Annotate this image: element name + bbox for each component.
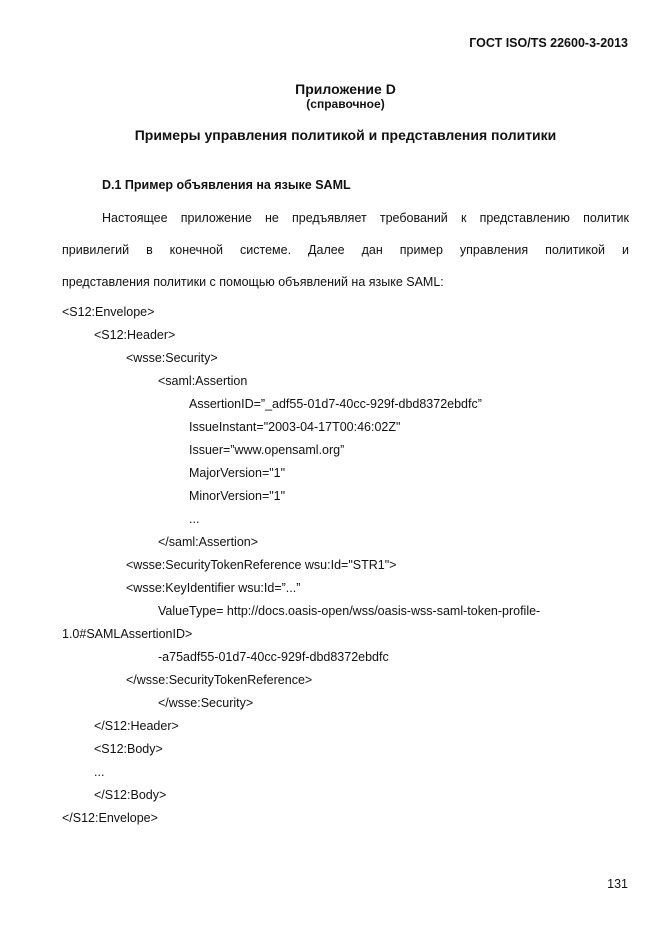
annex-heading: Примеры управления политикой и представления политики xyxy=(134,127,557,143)
code-line: <wsse:KeyIdentifier wsu:Id=”...” xyxy=(126,581,301,595)
code-line: <S12:Body> xyxy=(94,742,163,756)
standard-code: ГОСТ ISO/TS 22600-3-2013 xyxy=(469,36,628,50)
paragraph-line: представления политики с помощью объявлений на языке SAML: xyxy=(62,275,444,289)
code-line: <S12:Header> xyxy=(94,328,176,342)
code-line: 1.0#SAMLAssertionID> xyxy=(62,627,193,641)
code-line: ... xyxy=(189,512,200,526)
code-line: </S12:Header> xyxy=(94,719,179,733)
annex-subtitle: (справочное) xyxy=(306,97,385,111)
code-line: Issuer=”www.opensaml.org” xyxy=(189,443,345,457)
code-line: <wsse:Security> xyxy=(126,351,218,365)
code-line: MinorVersion="1" xyxy=(189,489,286,503)
code-line: -a75adf55-01d7-40cc-929f-dbd8372ebdfc xyxy=(158,650,389,664)
code-line: </S12:Envelope> xyxy=(62,811,158,825)
code-line: ... xyxy=(94,765,105,779)
code-line: ValueType= http://docs.oasis-open/wss/oasis-wss-saml-token-profile- xyxy=(158,604,541,618)
annex-title: Приложение D xyxy=(295,81,396,97)
page-number: 131 xyxy=(607,877,628,891)
code-line: <saml:Assertion xyxy=(158,374,248,388)
subsection-title: D.1 Пример объявления на языке SAML xyxy=(102,178,351,192)
code-line: <wsse:SecurityTokenReference wsu:Id="STR1"> xyxy=(126,558,397,572)
paragraph-line: Настоящее приложение не предъявляет требований к представлению политик xyxy=(102,211,629,225)
code-line: AssertionID=”_adf55-01d7-40cc-929f-dbd8372ebdfc” xyxy=(189,397,482,411)
code-line: </wsse:SecurityTokenReference> xyxy=(126,673,313,687)
code-line: </saml:Assertion> xyxy=(158,535,259,549)
code-line: MajorVersion="1" xyxy=(189,466,286,480)
code-line: IssueInstant="2003-04-17T00:46:02Z" xyxy=(189,420,401,434)
code-line: </wsse:Security> xyxy=(158,696,254,710)
code-line: <S12:Envelope> xyxy=(62,305,155,319)
paragraph-line: привилегий в конечной системе. Далее дан пример управления политикой и xyxy=(62,243,629,257)
code-line: </S12:Body> xyxy=(94,788,167,802)
